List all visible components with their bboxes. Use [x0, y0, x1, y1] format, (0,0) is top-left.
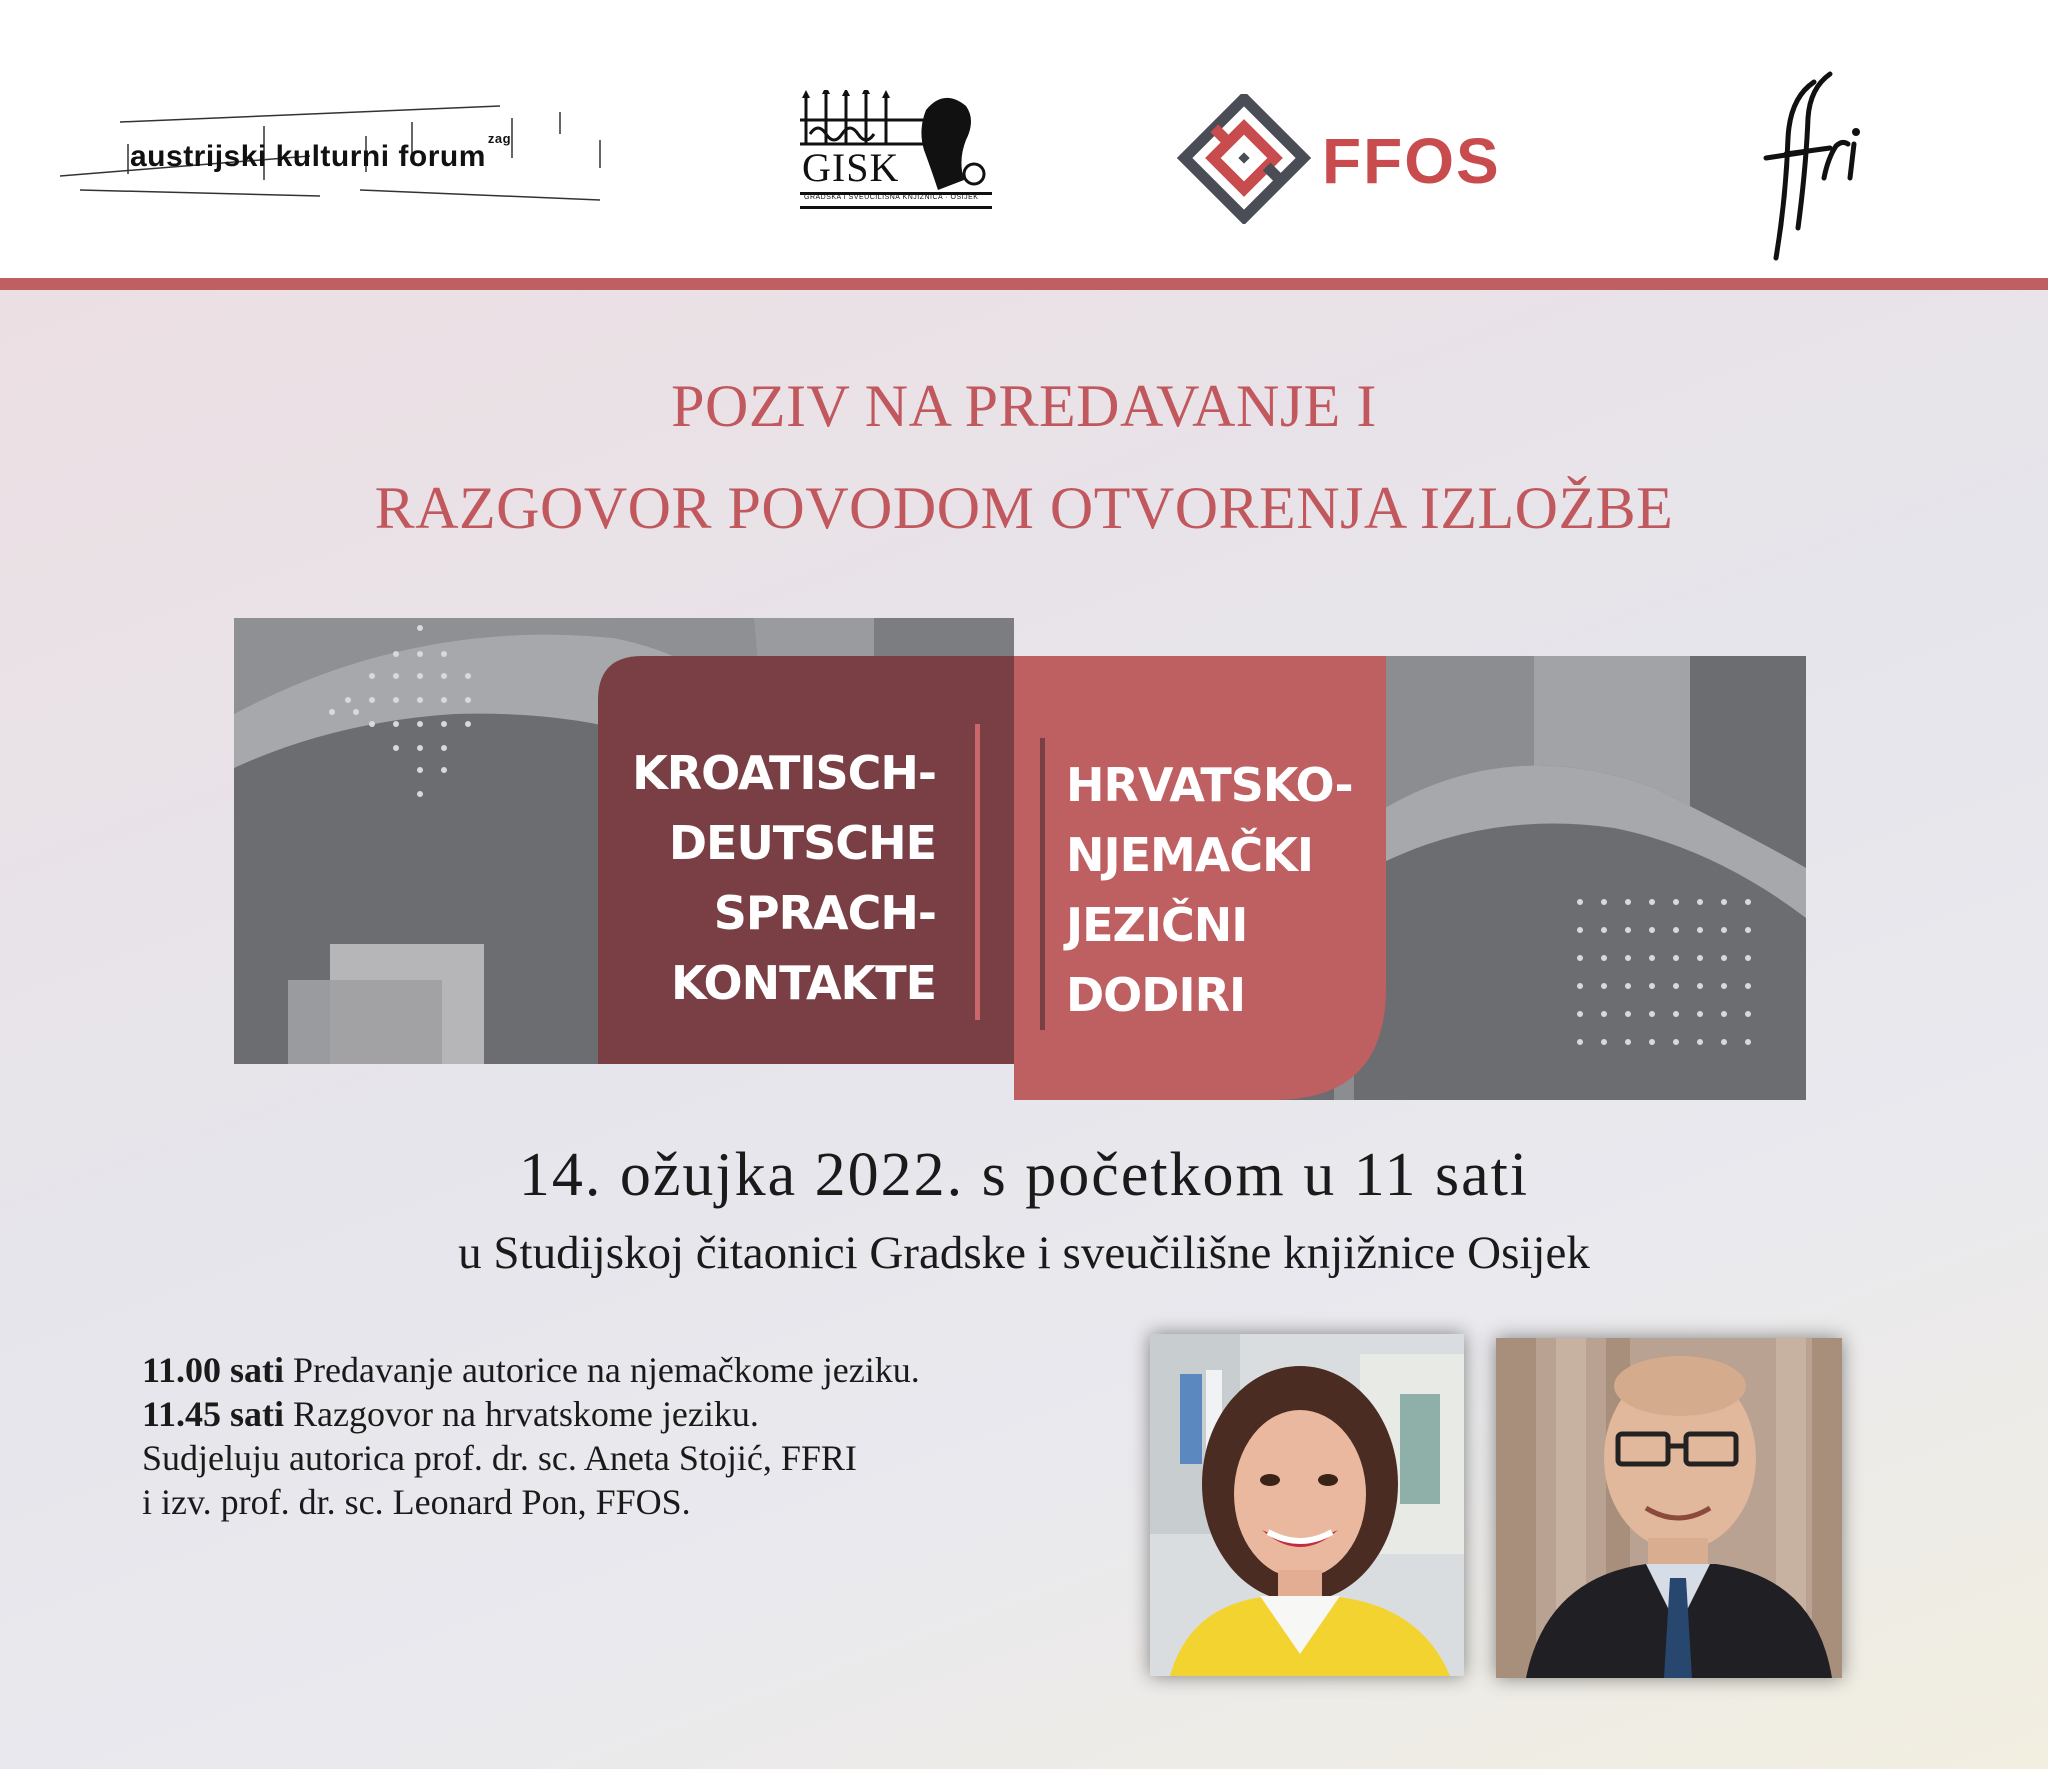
gisk-logo-subtitle: GRADSKA I SVEUČILIŠNA KNJIŽNICA · OSIJEK	[804, 194, 979, 201]
speaker-photo-leonard-pon	[1496, 1338, 1842, 1678]
gisk-logo	[796, 90, 996, 214]
akf-logo	[60, 96, 620, 206]
program-item-1	[142, 1348, 920, 1392]
program-item-2-time: 11.45 sati	[142, 1394, 285, 1434]
banner-german-title: KROATISCH- DEUTSCHE SPRACH- KONTAKTE	[632, 746, 936, 1010]
speaker-photo-1-image	[1150, 1334, 1464, 1676]
event-program	[142, 1348, 920, 1524]
ffri-calligraphy-mark	[1746, 58, 1866, 268]
banner-croatian-title: HRVATSKO- NJEMAČKI JEZIČNI DODIRI	[1066, 758, 1353, 1022]
event-date: 14. ožujka 2022. s početkom u 11 sati	[518, 1141, 1530, 1209]
program-participants-2: i izv. prof. dr. sc. Leonard Pon, FFOS.	[142, 1482, 691, 1522]
program-item-2-text: Razgovor na hrvatskome jeziku.	[284, 1394, 759, 1434]
speaker-photo-2-image	[1496, 1338, 1842, 1678]
header-divider	[0, 278, 2048, 290]
program-participants-1: Sudjeluju autorica prof. dr. sc. Aneta Stojić, FFRI	[142, 1438, 857, 1478]
banner-divider-left	[975, 724, 980, 1020]
gisk-logo-text: GISK	[802, 145, 900, 190]
exhibition-banner	[234, 618, 1806, 1100]
banner-graphic	[234, 618, 1806, 1100]
logo-header	[0, 0, 2048, 278]
ffos-maze-icon	[1174, 94, 1314, 224]
invitation-title-line-1: POZIV NA PREDAVANJE I	[671, 373, 1377, 439]
program-item-1-time: 11.00 sati	[142, 1350, 285, 1390]
ffri-logo	[1746, 58, 1866, 268]
invitation-title-line-2: RAZGOVOR POVODOM OTVORENJA IZLOŽBE	[374, 475, 1674, 541]
akf-logo-text: austrijski kulturni forum$^{zag}$	[130, 131, 512, 173]
ffos-logo-text: FFOS	[1322, 125, 1501, 197]
ffos-logo	[1174, 94, 1514, 224]
speaker-photo-aneta-stojic	[1150, 1334, 1464, 1676]
event-place: u Studijskoj čitaonici Gradske i sveučilišne knjižnice Osijek	[458, 1227, 1590, 1279]
program-item-1-text: Predavanje autorice na njemačkome jeziku.	[284, 1350, 920, 1390]
program-item-2	[142, 1392, 920, 1436]
banner-divider-right	[1040, 738, 1045, 1030]
